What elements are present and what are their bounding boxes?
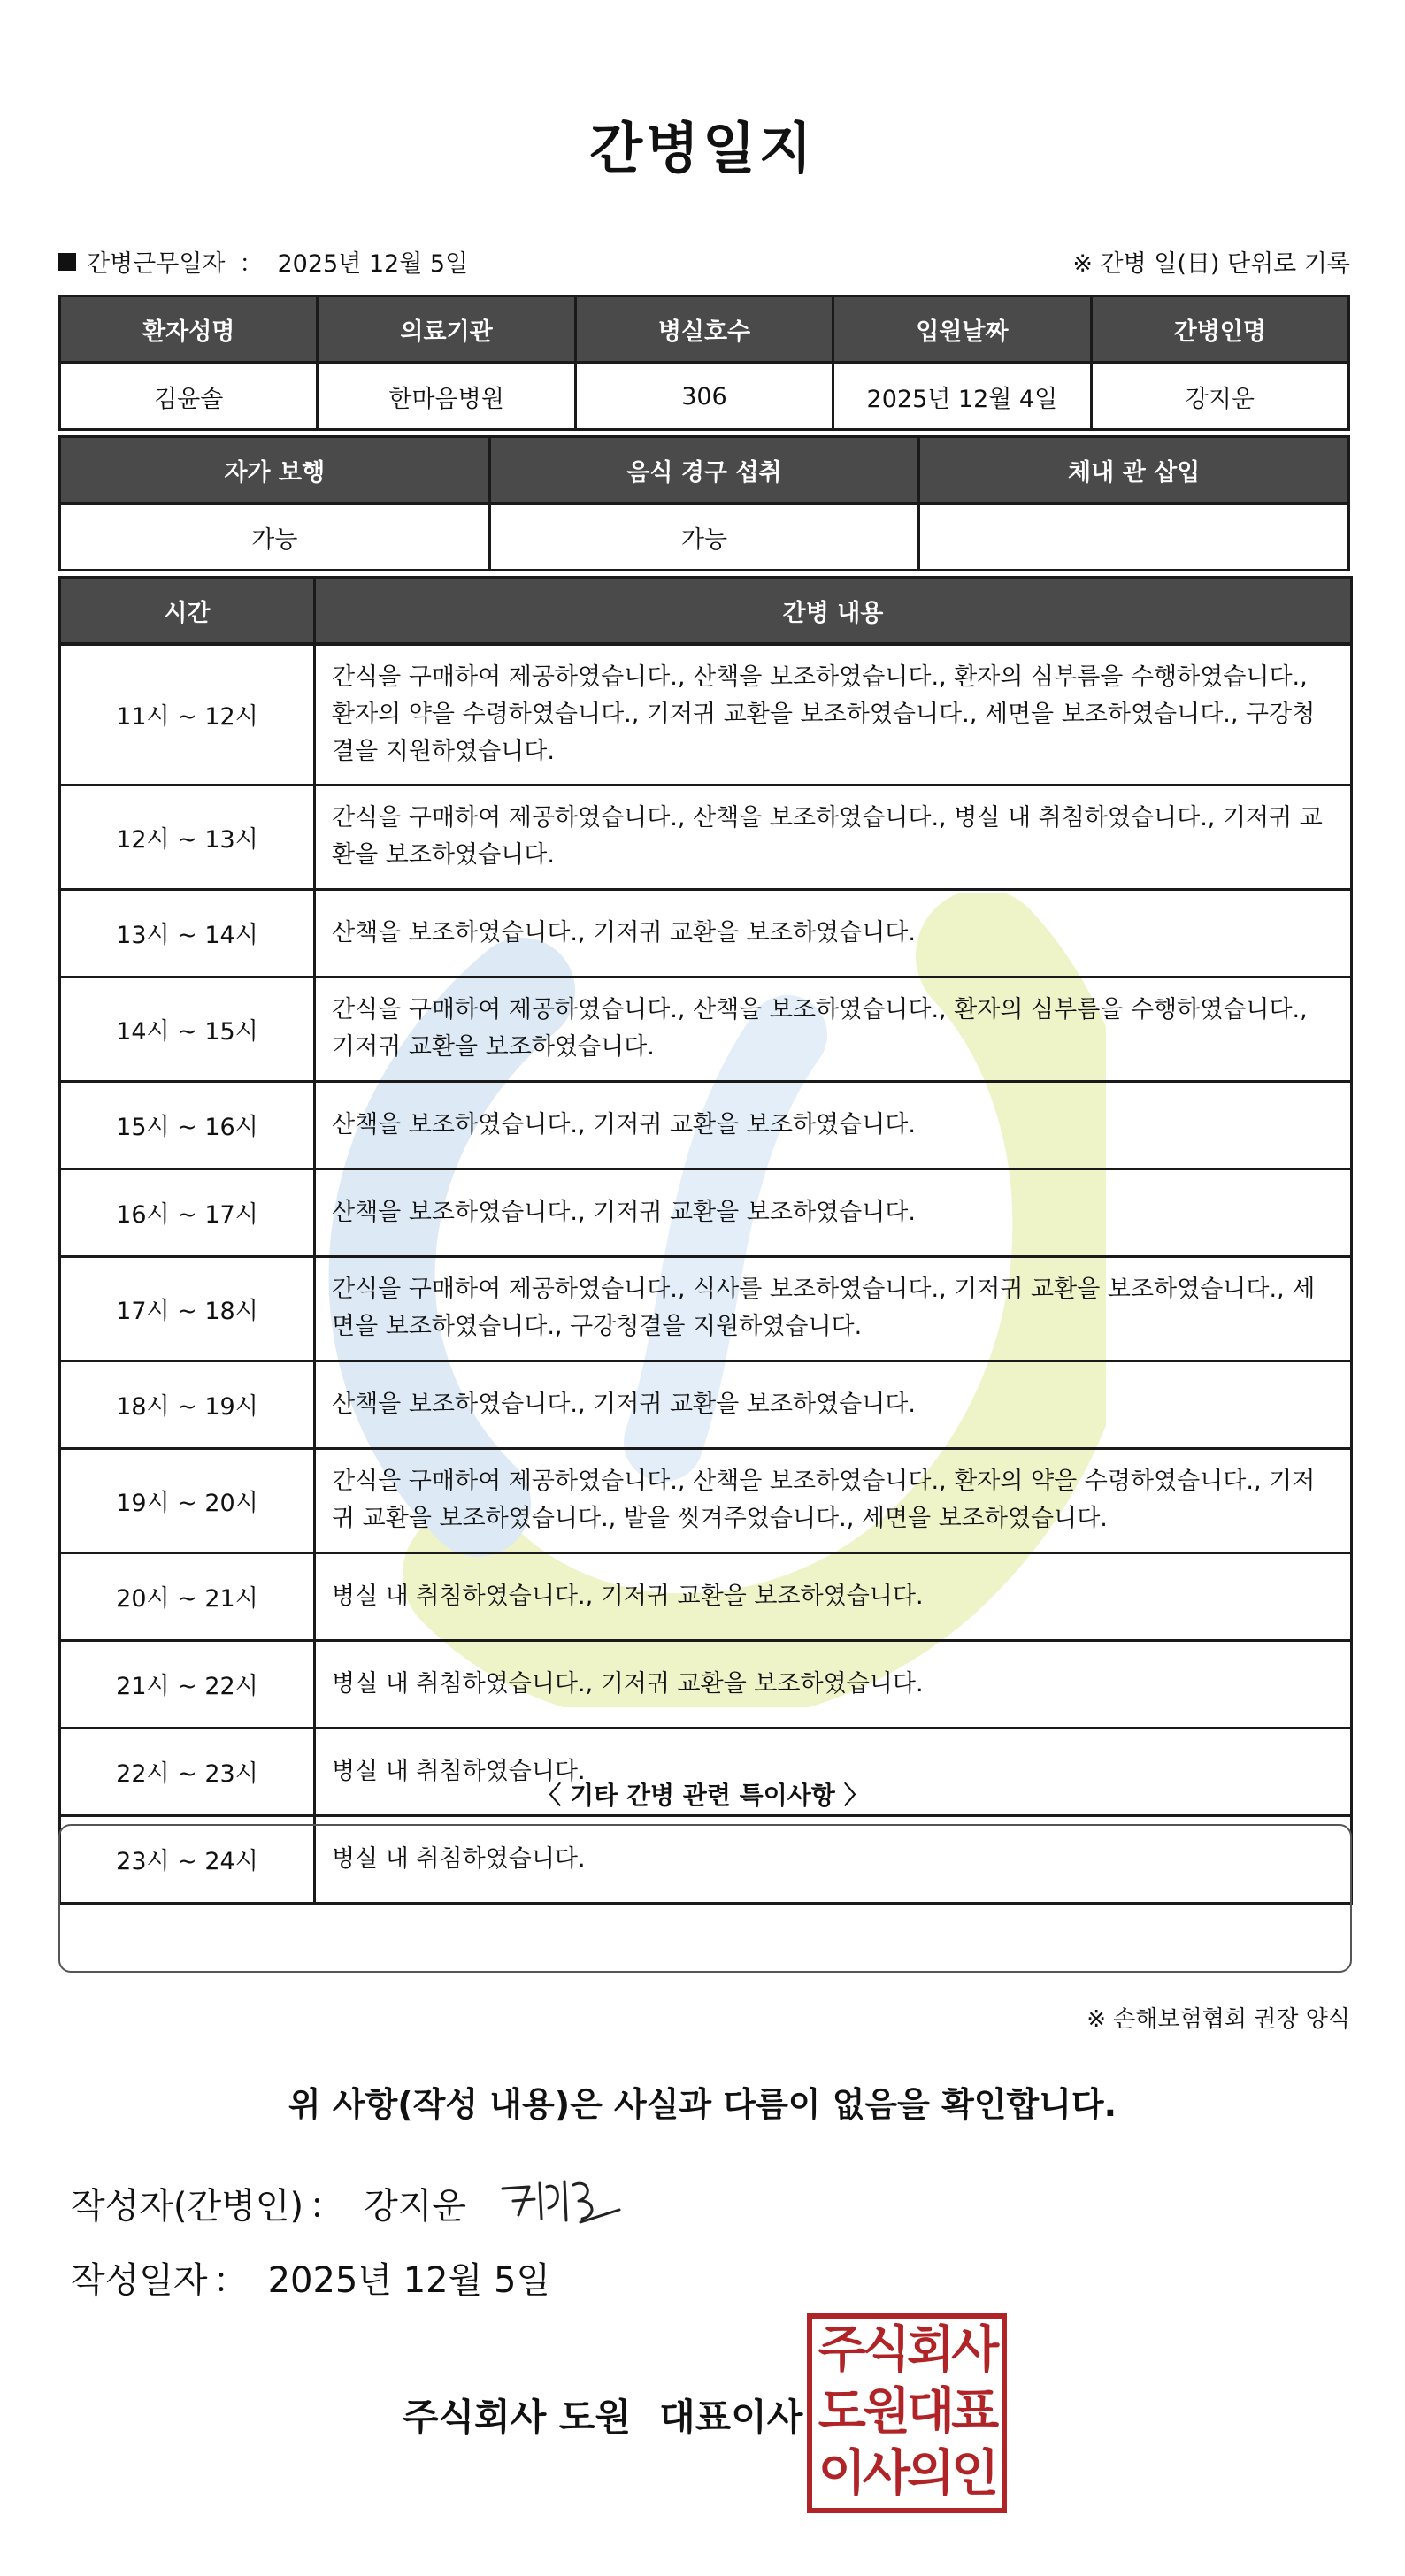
writer-label: 작성자(간병인) [71,2186,304,2227]
seal-line: 도원대표 [818,2383,996,2441]
care-log-content: 병실 내 취침하였습니다., 기저귀 교환을 보조하였습니다. [315,1552,1352,1640]
seal-line: 주식회사 [818,2321,996,2379]
care-log-time: 23시 ~ 24시 [60,1815,315,1903]
care-log-row [60,977,1352,1081]
header-self-walking: 자가 보행 [60,437,490,504]
header-caregiver-name: 간병인명 [1091,296,1348,364]
care-log-content: 산책을 보조하였습니다., 기저귀 교환을 보조하였습니다. [315,1169,1352,1256]
caregiver-name: 강지운 [1091,363,1348,430]
care-log-time: 13시 ~ 14시 [60,889,315,977]
care-log-time: 17시 ~ 18시 [60,1256,315,1361]
seal-line: 이사의인 [818,2445,996,2503]
care-log-time: 18시 ~ 19시 [60,1361,315,1448]
record-unit-note: ※ 간병 일(日) 단위로 기록 [1072,250,1350,278]
company-line [403,2388,802,2442]
header-time: 시간 [60,578,315,645]
care-log-row [60,785,1352,889]
tube-insertion-value [919,503,1349,571]
medical-institution: 한마음병원 [318,363,575,430]
care-log-content: 병실 내 취침하였습니다. [315,1815,1352,1903]
confirmation-statement: 위 사항(작성 내용)은 사실과 다름이 없음을 확인합니다. [288,2085,1117,2124]
company-representative-title: 대표이사 [659,2396,803,2439]
patient-info-header-row [60,296,1349,364]
care-log-row [60,1640,1352,1728]
care-log-row [60,1169,1352,1256]
self-walking-value: 가능 [60,503,490,571]
written-date-line [71,2252,550,2303]
company-seal-text [814,2319,1000,2505]
written-date-label: 작성일자 [71,2260,208,2301]
header-oral-intake: 음식 경구 섭취 [489,437,919,504]
header-care-content: 간병 내용 [315,578,1352,645]
care-log-content: 간식을 구매하여 제공하였습니다., 산책을 보조하였습니다., 병실 내 취침하였습니다., 기저귀 교환을 보조하였습니다. [315,785,1352,889]
care-log-content: 간식을 구매하여 제공하였습니다., 식사를 보조하였습니다., 기저귀 교환을 보조하였습니다., 세면을 보조하였습니다., 구강청결을 지원하였습니다. [315,1256,1352,1361]
care-log-content: 병실 내 취침하였습니다. [315,1728,1352,1815]
written-date-colon: ： [212,2260,249,2301]
care-log-time: 21시 ~ 22시 [60,1640,315,1728]
patient-status-value-row [60,503,1349,571]
written-date-value: 2025년 12월 5일 [267,2260,551,2301]
care-log-time: 19시 ~ 20시 [60,1448,315,1552]
care-log-content: 산책을 보조하였습니다., 기저귀 교환을 보조하였습니다. [315,1361,1352,1448]
work-date-label: 간병근무일자 [87,250,226,278]
care-log-row [60,1552,1352,1640]
header-room-number: 병실호수 [575,296,833,364]
care-log-content: 간식을 구매하여 제공하였습니다., 산책을 보조하였습니다., 환자의 약을 수령하였습니다., 기저귀 교환을 보조하였습니다., 발을 씻겨주었습니다., 세면을 보조하였습니다. [315,1448,1352,1552]
writer-line [71,2178,466,2228]
patient-status-header-row [60,437,1349,504]
association-note: ※ 손해보험협회 권장 양식 [1086,2006,1350,2033]
care-log-time: 14시 ~ 15시 [60,977,315,1081]
company-name: 주식회사 도원 [403,2396,632,2439]
square-bullet-icon [58,253,76,271]
oral-intake-value: 가능 [489,503,919,571]
work-date-value: 2025년 12월 5일 [277,250,469,278]
header-medical-institution: 의료기관 [318,296,575,364]
care-log-row [60,1361,1352,1448]
writer-name: 강지운 [364,2186,466,2227]
notes-title: 〈 기타 간병 관련 특이사항 〉 [536,1781,869,1810]
work-date-colon: ： [239,250,264,278]
header-patient-name: 환자성명 [60,296,318,364]
care-log-row [60,1081,1352,1169]
handwritten-signature [495,2169,628,2231]
work-date-line [58,244,468,279]
care-log-content: 산책을 보조하였습니다., 기저귀 교환을 보조하였습니다. [315,889,1352,977]
care-log-content: 산책을 보조하였습니다., 기저귀 교환을 보조하였습니다. [315,1081,1352,1169]
care-log-time: 20시 ~ 21시 [60,1552,315,1640]
care-log-time: 16시 ~ 17시 [60,1169,315,1256]
care-log-time: 22시 ~ 23시 [60,1728,315,1815]
care-log-content: 간식을 구매하여 제공하였습니다., 산책을 보조하였습니다., 환자의 심부름을 수행하였습니다., 환자의 약을 수령하였습니다., 기저귀 교환을 보조하였습니다., 세면을 보조하였습니다., 구강청결을 지원하였습니다. [315,644,1352,785]
care-log-time: 15시 ~ 16시 [60,1081,315,1169]
header-tube-insertion: 체내 관 삽입 [919,437,1349,504]
care-log-row [60,889,1352,977]
room-number: 306 [575,363,833,430]
admission-date: 2025년 12월 4일 [833,363,1091,430]
writer-colon: ： [309,2186,345,2227]
care-log-content: 간식을 구매하여 제공하였습니다., 산책을 보조하였습니다., 환자의 심부름을 수행하였습니다., 기저귀 교환을 보조하였습니다. [315,977,1352,1081]
care-log-table [58,576,1353,1905]
care-log-time: 12시 ~ 13시 [60,785,315,889]
care-log-content: 병실 내 취침하였습니다., 기저귀 교환을 보조하였습니다. [315,1640,1352,1728]
page-title: 간병일지 [589,116,816,180]
header-admission-date: 입원날짜 [833,296,1091,364]
patient-name: 김윤솔 [60,363,318,430]
care-log-time: 11시 ~ 12시 [60,644,315,785]
patient-info-value-row [60,363,1349,430]
notes-textarea[interactable] [58,1824,1352,1973]
care-log-header-row [60,578,1352,645]
patient-info-table [58,295,1350,431]
care-log-row [60,1256,1352,1361]
care-log-row [60,644,1352,785]
patient-status-table [58,435,1350,571]
care-log-row [60,1448,1352,1552]
